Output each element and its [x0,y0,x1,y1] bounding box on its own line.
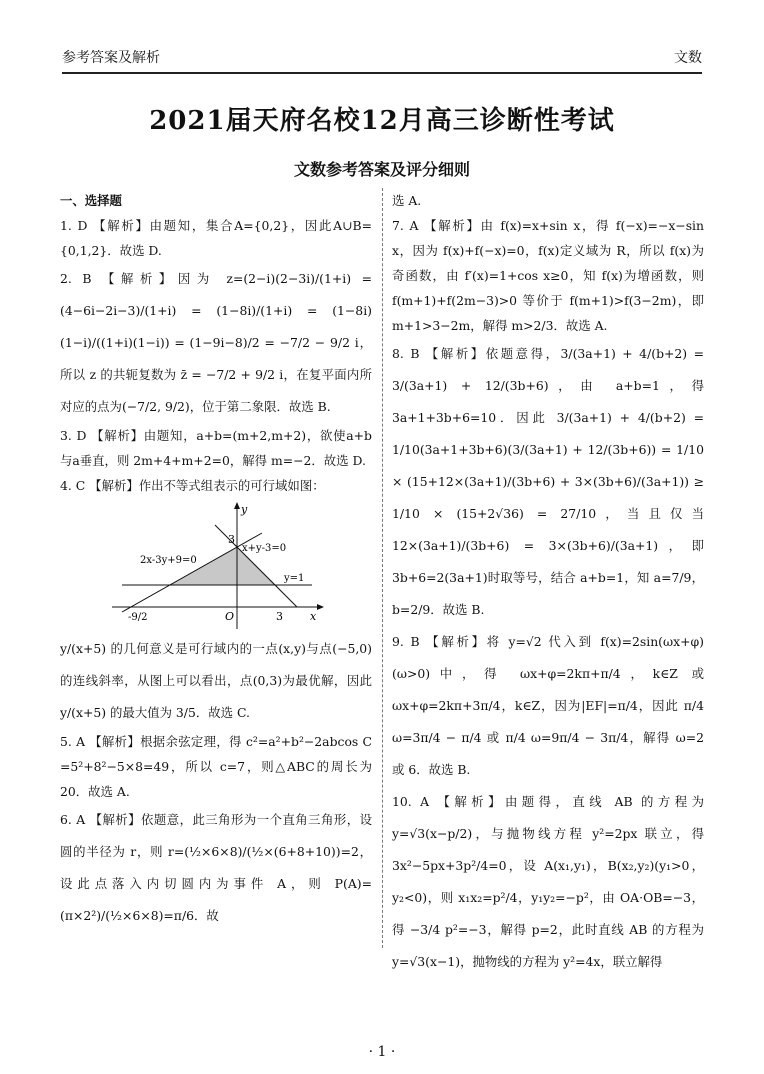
x-intercept-left-label: -9/2 [128,612,148,623]
page-header [62,44,702,74]
answer-9: 9. B 【解析】将 y=√2 代入到 f(x)=2sin(ωx+φ)(ω>0)中，得 ωx+φ=2kπ+π/4，k∈Z 或 ωx+φ=2kπ+3π/4，k∈Z，因为|EF|=π/4，因此 π/4 ω=3π/4 − π/4 或 π/4 ω=9π/4 − 3π/4，解得 ω=2 或 6．故选 B. [392,634,704,777]
answer-1: 1. D 【解析】由题知，集合A={0,2}，因此A∪B={0,1,2}．故选 D. [60,218,372,258]
header-right-text: 文数 [674,50,702,66]
line-2x-3y-9-label: 2x-3y+9=0 [140,555,197,566]
left-column [60,188,372,932]
answer-2: 2. B 【解析】因为 z=(2−i)(2−3i)/(1+i) = (4−6i−2i−3)/(1+i) = (1−8i)/(1+i) = (1−8i)(1−i)/((1+i)(1−i)) = (1−9i−8)/2 = −7/2 − 9/2 i，所以 z 的共轭复数为 z̄ = −7/2 + 9/2 i，在复平面内所对应的点为(−7/2, 9/2)，位于第二象限．故选 B. [60,271,372,414]
answer-6-end: 选 A. [392,193,422,208]
header-left-text: 参考答案及解析 [62,50,160,66]
right-column [392,188,704,978]
answer-3: 3. D 【解析】由题知，a+b=(m+2,m+2)，欲使a+b与a垂直，则 2m+4+m+2=0，解得 m=−2．故选 D. [60,428,372,468]
x-axis-label: x [310,610,317,623]
answer-5: 5. A 【解析】根据余弦定理，得 c²=a²+b²−2abcos C =5²+8²−5×8=49，所以 c=7，则△ABC的周长为20．故选 A. [60,734,372,799]
y-axis-arrow [234,502,240,509]
line-x-y-3-label: x+y-3=0 [242,543,287,554]
section-heading: 一、选择题 [60,193,122,208]
document-title: 2021届天府名校12月高三诊断性考试 [149,106,615,136]
answer-10: 10. A 【解析】由题得，直线 AB 的方程为 y=√3(x−p/2)，与抛物线方程 y²=2px 联立，得 3x²−5px+3p²/4=0，设 A(x₁,y₁)，B(x₂,y₂)(y₁>0，y₂<0)，则 x₁x₂=p²/4，y₁y₂=−p²，由 OA·OB=−3，得 −3/4 p²=−3，解得 p=2，此时直线 AB 的方程为 y=√3(x−1)，抛物线的方程为 y²=4x，联立解得 [392,794,704,969]
x-intercept-right-label: 3 [276,610,283,623]
document-subtitle: 文数参考答案及评分细则 [293,160,470,179]
feasible-region-figure [112,501,328,631]
page-number: · 1 · [368,1044,396,1060]
y-axis-label: y [241,503,248,516]
y-intercept-label: 3 [228,533,235,546]
line-y-eq-1-label: y=1 [284,573,305,584]
answer-4-intro: 4. C 【解析】作出不等式组表示的可行域如图： [60,478,325,493]
answer-8: 8. B 【解析】依题意得，3/(3a+1) + 4/(b+2) = 3/(3a+1) + 12/(3b+6)，由 a+b=1，得 3a+1+3b+6=10．因此 3/(3a+1) + 4/(b+2) = 1/10(3a+1+3b+6)(3/(3a+1) + 12/(3b+6)) = 1/10 × (15+12×(3a+1)/(3b+6) + 3×(3b+6)/(3a+1)) ≥ 1/10 × (15+2√36) = 27/10，当且仅当 12×(3a+1)/(3b+6) = 3×(3b+6)/(3a+1)，即 3b+6=2(3a+1)时取等号，结合 a+b=1，知 a=7/9，b=2/9．故选 B. [392,346,704,617]
answer-6: 6. A 【解析】依题意，此三角形为一个直角三角形，设圆的半径为 r，则 r=(½×6×8)/(½×(6+8+10))=2，设此点落入内切圆内为事件 A，则 P(A)=(π×2²)/(½×6×8)=π/6．故 [60,812,372,923]
x-axis-arrow [317,604,324,610]
answer-7: 7. A 【解析】由 f(x)=x+sin x，得 f(−x)=−x−sin x，因为 f(x)+f(−x)=0，f(x)定义域为 R，所以 f(x)为奇函数，由 f′(x)=1+cos x≥0，知 f(x)为增函数，则 f(m+1)+f(2m−3)>0 等价于 f(m+1)>f(3−2m)，即 m+1>3−2m，解得 m>2/3．故选 A. [392,218,704,333]
answer-4-body: y/(x+5) 的几何意义是可行域内的一点(x,y)与点(−5,0)的连线斜率，从图上可以看出，点(0,3)为最优解，因此 y/(x+5) 的最大值为 3/5．故选 C. [60,641,372,720]
column-divider [382,188,383,948]
origin-label: O [225,610,235,623]
